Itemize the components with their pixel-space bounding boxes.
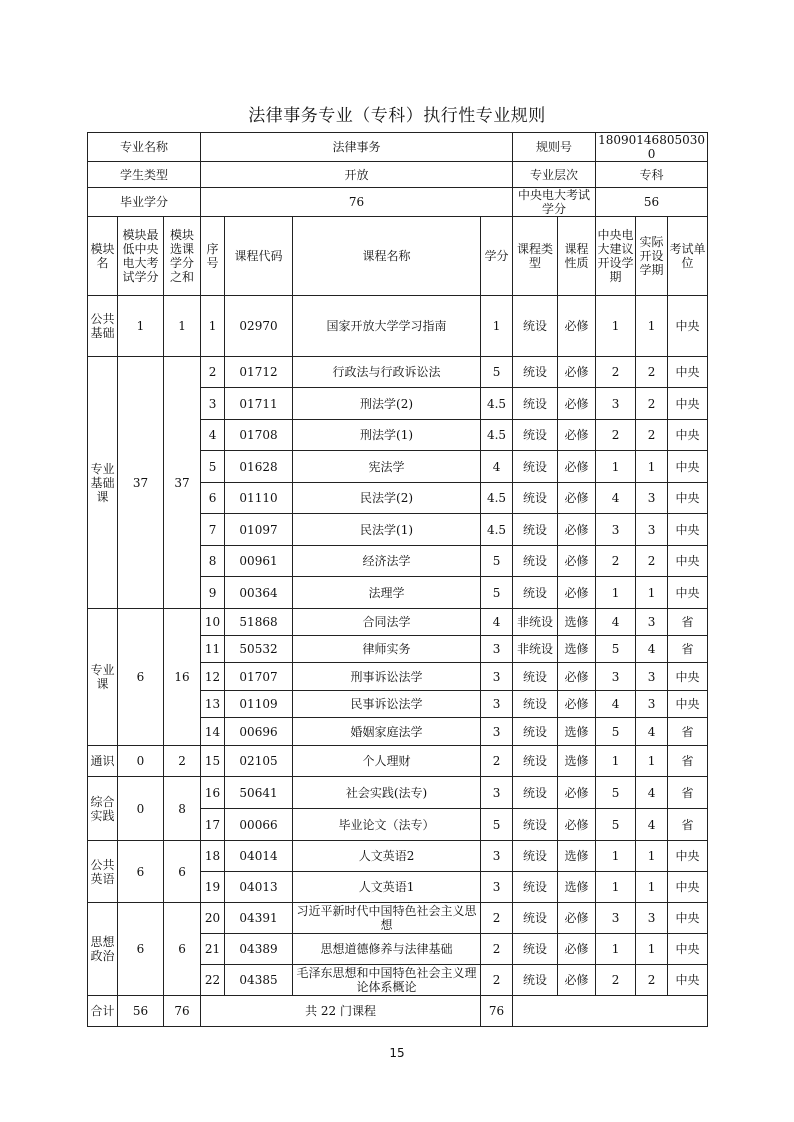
course-suggest-term: 5 (596, 809, 636, 841)
course-seq: 13 (201, 691, 225, 718)
course-exam-unit: 省 (668, 777, 708, 809)
course-actual-term: 3 (636, 903, 668, 934)
grad-credit-label: 毕业学分 (88, 188, 201, 217)
course-code: 01110 (225, 483, 293, 514)
course-actual-term: 1 (636, 746, 668, 777)
course-credit: 1 (481, 296, 513, 357)
course-nature: 必修 (558, 296, 596, 357)
course-name: 习近平新时代中国特色社会主义思想 (293, 903, 481, 934)
course-exam-unit: 省 (668, 809, 708, 841)
course-nature: 必修 (558, 663, 596, 691)
course-exam-unit: 省 (668, 746, 708, 777)
course-exam-unit: 中央 (668, 357, 708, 388)
course-actual-term: 1 (636, 841, 668, 872)
course-code: 50641 (225, 777, 293, 809)
course-type: 统设 (513, 663, 558, 691)
module-name: 专业基础课 (88, 357, 118, 609)
header-row-type (88, 162, 708, 188)
course-actual-term: 2 (636, 546, 668, 577)
course-suggest-term: 4 (596, 691, 636, 718)
module-min-credit: 6 (118, 609, 164, 746)
course-name: 毛泽东思想和中国特色社会主义理论体系概论 (293, 965, 481, 996)
course-credit: 5 (481, 809, 513, 841)
course-name: 经济法学 (293, 546, 481, 577)
header-row-major (88, 133, 708, 162)
course-actual-term: 2 (636, 388, 668, 420)
course-code: 00066 (225, 809, 293, 841)
course-code: 04389 (225, 934, 293, 965)
col-credit: 学分 (481, 217, 513, 296)
col-min-central: 模块最低中央电大考试学分 (118, 217, 164, 296)
course-seq: 9 (201, 577, 225, 609)
course-credit: 4.5 (481, 483, 513, 514)
table-row (88, 609, 708, 636)
course-code: 04014 (225, 841, 293, 872)
col-actual-term: 实际开设学期 (636, 217, 668, 296)
course-nature: 选修 (558, 609, 596, 636)
course-seq: 15 (201, 746, 225, 777)
course-name: 民事诉讼法学 (293, 691, 481, 718)
course-code: 01628 (225, 451, 293, 483)
module-elective-sum: 37 (164, 357, 201, 609)
course-code: 01712 (225, 357, 293, 388)
course-suggest-term: 2 (596, 546, 636, 577)
course-seq: 3 (201, 388, 225, 420)
course-code: 01708 (225, 420, 293, 451)
module-elective-sum: 6 (164, 841, 201, 903)
course-suggest-term: 4 (596, 483, 636, 514)
course-type: 统设 (513, 965, 558, 996)
course-type: 非统设 (513, 636, 558, 663)
course-code: 02970 (225, 296, 293, 357)
total-elective-sum: 76 (164, 996, 201, 1027)
col-module: 模块名 (88, 217, 118, 296)
course-seq: 16 (201, 777, 225, 809)
course-code: 00696 (225, 718, 293, 746)
course-nature: 必修 (558, 777, 596, 809)
course-nature: 必修 (558, 514, 596, 546)
course-exam-unit: 中央 (668, 451, 708, 483)
table-row (88, 296, 708, 357)
course-type: 统设 (513, 841, 558, 872)
course-nature: 选修 (558, 718, 596, 746)
course-credit: 4 (481, 451, 513, 483)
course-seq: 20 (201, 903, 225, 934)
course-name: 民法学(2) (293, 483, 481, 514)
course-exam-unit: 中央 (668, 483, 708, 514)
course-actual-term: 4 (636, 718, 668, 746)
course-type: 统设 (513, 514, 558, 546)
course-type: 统设 (513, 718, 558, 746)
course-nature: 必修 (558, 691, 596, 718)
col-code: 课程代码 (225, 217, 293, 296)
course-code: 01711 (225, 388, 293, 420)
module-name: 专业课 (88, 609, 118, 746)
course-credit: 3 (481, 841, 513, 872)
course-type: 统设 (513, 872, 558, 903)
course-exam-unit: 中央 (668, 546, 708, 577)
course-exam-unit: 中央 (668, 872, 708, 903)
course-exam-unit: 中央 (668, 903, 708, 934)
course-suggest-term: 4 (596, 609, 636, 636)
course-suggest-term: 1 (596, 451, 636, 483)
course-credit: 5 (481, 577, 513, 609)
course-actual-term: 3 (636, 483, 668, 514)
col-course-type: 课程类型 (513, 217, 558, 296)
course-seq: 19 (201, 872, 225, 903)
course-suggest-term: 3 (596, 514, 636, 546)
page-title: 法律事务专业（专科）执行性专业规则 (248, 106, 546, 126)
course-type: 统设 (513, 451, 558, 483)
course-credit: 3 (481, 718, 513, 746)
course-seq: 2 (201, 357, 225, 388)
course-actual-term: 1 (636, 934, 668, 965)
course-seq: 17 (201, 809, 225, 841)
course-exam-unit: 中央 (668, 577, 708, 609)
course-code: 02105 (225, 746, 293, 777)
course-suggest-term: 3 (596, 388, 636, 420)
course-credit: 2 (481, 934, 513, 965)
course-actual-term: 1 (636, 872, 668, 903)
course-type: 统设 (513, 691, 558, 718)
course-exam-unit: 中央 (668, 514, 708, 546)
course-name: 合同法学 (293, 609, 481, 636)
course-name: 毕业论文（法专） (293, 809, 481, 841)
course-seq: 1 (201, 296, 225, 357)
course-credit: 2 (481, 746, 513, 777)
course-credit: 4 (481, 609, 513, 636)
course-credit: 3 (481, 777, 513, 809)
course-code: 04391 (225, 903, 293, 934)
course-actual-term: 4 (636, 777, 668, 809)
course-type: 非统设 (513, 609, 558, 636)
major-name-label: 专业名称 (88, 133, 201, 162)
course-exam-unit: 中央 (668, 663, 708, 691)
rule-no-label: 规则号 (513, 133, 596, 162)
course-nature: 必修 (558, 483, 596, 514)
module-min-credit: 37 (118, 357, 164, 609)
course-credit: 3 (481, 691, 513, 718)
course-credit: 5 (481, 357, 513, 388)
table-row (88, 903, 708, 934)
course-code: 01109 (225, 691, 293, 718)
course-exam-unit: 中央 (668, 691, 708, 718)
course-name: 社会实践(法专) (293, 777, 481, 809)
course-nature: 必修 (558, 546, 596, 577)
course-actual-term: 3 (636, 609, 668, 636)
table-row (88, 841, 708, 872)
course-seq: 22 (201, 965, 225, 996)
module-elective-sum: 2 (164, 746, 201, 777)
course-credit: 3 (481, 636, 513, 663)
course-name: 律师实务 (293, 636, 481, 663)
course-nature: 必修 (558, 420, 596, 451)
course-type: 统设 (513, 357, 558, 388)
course-type: 统设 (513, 777, 558, 809)
course-actual-term: 3 (636, 514, 668, 546)
course-suggest-term: 5 (596, 636, 636, 663)
course-name: 人文英语2 (293, 841, 481, 872)
course-name: 行政法与行政诉讼法 (293, 357, 481, 388)
total-label: 合计 (88, 996, 118, 1027)
course-exam-unit: 省 (668, 609, 708, 636)
course-suggest-term: 5 (596, 718, 636, 746)
course-seq: 18 (201, 841, 225, 872)
central-exam-label: 中央电大考试学分 (513, 188, 596, 217)
module-name: 公共基础 (88, 296, 118, 357)
course-exam-unit: 省 (668, 718, 708, 746)
module-min-credit: 6 (118, 841, 164, 903)
total-blank (513, 996, 708, 1027)
course-nature: 选修 (558, 841, 596, 872)
course-code: 01097 (225, 514, 293, 546)
course-type: 统设 (513, 296, 558, 357)
module-name: 综合实践 (88, 777, 118, 841)
course-suggest-term: 1 (596, 577, 636, 609)
module-elective-sum: 16 (164, 609, 201, 746)
total-courses-text: 共 22 门课程 (201, 996, 481, 1027)
course-credit: 4.5 (481, 420, 513, 451)
course-nature: 必修 (558, 388, 596, 420)
course-actual-term: 3 (636, 663, 668, 691)
course-actual-term: 1 (636, 577, 668, 609)
course-type: 统设 (513, 903, 558, 934)
course-exam-unit: 中央 (668, 934, 708, 965)
grad-credit-value: 76 (201, 188, 513, 217)
course-seq: 12 (201, 663, 225, 691)
course-name: 刑法学(2) (293, 388, 481, 420)
course-nature: 必修 (558, 451, 596, 483)
module-elective-sum: 6 (164, 903, 201, 996)
course-seq: 5 (201, 451, 225, 483)
course-nature: 选修 (558, 872, 596, 903)
student-type-label: 学生类型 (88, 162, 201, 188)
course-exam-unit: 中央 (668, 420, 708, 451)
course-type: 统设 (513, 809, 558, 841)
col-name: 课程名称 (293, 217, 481, 296)
course-name: 民法学(1) (293, 514, 481, 546)
module-min-credit: 0 (118, 777, 164, 841)
total-row (88, 996, 708, 1027)
course-suggest-term: 5 (596, 777, 636, 809)
course-type: 统设 (513, 388, 558, 420)
course-suggest-term: 3 (596, 663, 636, 691)
course-name: 刑法学(1) (293, 420, 481, 451)
module-name: 思想政治 (88, 903, 118, 996)
course-actual-term: 4 (636, 636, 668, 663)
header-row-credit (88, 188, 708, 217)
course-actual-term: 1 (636, 296, 668, 357)
course-name: 宪法学 (293, 451, 481, 483)
total-credit: 76 (481, 996, 513, 1027)
course-code: 50532 (225, 636, 293, 663)
col-course-nature: 课程性质 (558, 217, 596, 296)
module-min-credit: 6 (118, 903, 164, 996)
table-row (88, 777, 708, 809)
col-exam-unit: 考试单位 (668, 217, 708, 296)
course-name: 个人理财 (293, 746, 481, 777)
level-label: 专业层次 (513, 162, 596, 188)
course-name: 人文英语1 (293, 872, 481, 903)
course-nature: 必修 (558, 577, 596, 609)
level-value: 专科 (596, 162, 708, 188)
course-seq: 7 (201, 514, 225, 546)
course-credit: 4.5 (481, 514, 513, 546)
course-seq: 11 (201, 636, 225, 663)
course-exam-unit: 省 (668, 636, 708, 663)
col-suggest-term: 中央电大建议开设学期 (596, 217, 636, 296)
course-actual-term: 2 (636, 357, 668, 388)
course-suggest-term: 1 (596, 934, 636, 965)
course-suggest-term: 2 (596, 965, 636, 996)
course-seq: 8 (201, 546, 225, 577)
module-name: 公共英语 (88, 841, 118, 903)
course-seq: 21 (201, 934, 225, 965)
col-elective-sum: 模块选课学分之和 (164, 217, 201, 296)
course-credit: 2 (481, 903, 513, 934)
course-seq: 10 (201, 609, 225, 636)
course-suggest-term: 1 (596, 872, 636, 903)
table-row (88, 357, 708, 388)
course-exam-unit: 中央 (668, 841, 708, 872)
course-seq: 14 (201, 718, 225, 746)
course-suggest-term: 2 (596, 357, 636, 388)
major-name-value: 法律事务 (201, 133, 513, 162)
course-credit: 3 (481, 872, 513, 903)
course-nature: 选修 (558, 636, 596, 663)
course-name: 刑事诉讼法学 (293, 663, 481, 691)
course-plan-table (87, 132, 708, 1027)
course-suggest-term: 2 (596, 420, 636, 451)
course-seq: 4 (201, 420, 225, 451)
course-credit: 2 (481, 965, 513, 996)
course-nature: 必修 (558, 965, 596, 996)
course-type: 统设 (513, 420, 558, 451)
module-elective-sum: 1 (164, 296, 201, 357)
course-nature: 必修 (558, 809, 596, 841)
course-code: 04385 (225, 965, 293, 996)
module-min-credit: 1 (118, 296, 164, 357)
column-header-row (88, 217, 708, 296)
central-exam-value: 56 (596, 188, 708, 217)
course-code: 00364 (225, 577, 293, 609)
page-number: 15 (389, 1046, 405, 1060)
course-suggest-term: 1 (596, 296, 636, 357)
course-actual-term: 2 (636, 965, 668, 996)
total-min-credit: 56 (118, 996, 164, 1027)
course-exam-unit: 中央 (668, 388, 708, 420)
course-name: 思想道德修养与法律基础 (293, 934, 481, 965)
course-actual-term: 3 (636, 691, 668, 718)
course-suggest-term: 1 (596, 746, 636, 777)
course-exam-unit: 中央 (668, 965, 708, 996)
course-name: 国家开放大学学习指南 (293, 296, 481, 357)
course-nature: 选修 (558, 746, 596, 777)
course-seq: 6 (201, 483, 225, 514)
course-type: 统设 (513, 483, 558, 514)
course-credit: 3 (481, 663, 513, 691)
module-elective-sum: 8 (164, 777, 201, 841)
course-code: 00961 (225, 546, 293, 577)
module-min-credit: 0 (118, 746, 164, 777)
course-name: 婚姻家庭法学 (293, 718, 481, 746)
course-code: 04013 (225, 872, 293, 903)
course-suggest-term: 1 (596, 841, 636, 872)
course-actual-term: 2 (636, 420, 668, 451)
course-exam-unit: 中央 (668, 296, 708, 357)
course-type: 统设 (513, 746, 558, 777)
course-credit: 4.5 (481, 388, 513, 420)
course-nature: 必修 (558, 357, 596, 388)
course-code: 51868 (225, 609, 293, 636)
course-nature: 必修 (558, 903, 596, 934)
course-actual-term: 4 (636, 809, 668, 841)
course-code: 01707 (225, 663, 293, 691)
course-credit: 5 (481, 546, 513, 577)
rule-no-value: 180901468050300 (596, 133, 708, 162)
course-actual-term: 1 (636, 451, 668, 483)
col-seq: 序号 (201, 217, 225, 296)
student-type-value: 开放 (201, 162, 513, 188)
module-name: 通识 (88, 746, 118, 777)
course-suggest-term: 3 (596, 903, 636, 934)
course-type: 统设 (513, 577, 558, 609)
course-nature: 必修 (558, 934, 596, 965)
table-row (88, 746, 708, 777)
course-type: 统设 (513, 546, 558, 577)
course-name: 法理学 (293, 577, 481, 609)
course-type: 统设 (513, 934, 558, 965)
